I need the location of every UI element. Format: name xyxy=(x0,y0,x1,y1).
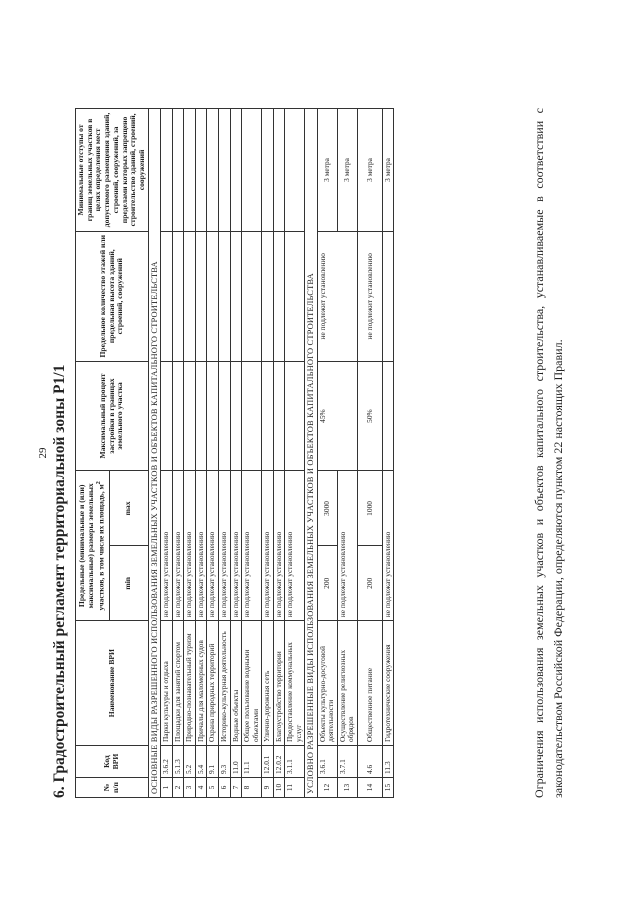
row-setback xyxy=(184,108,196,231)
row-size: не подлежат установлению xyxy=(273,470,285,620)
row-number: 10 xyxy=(273,777,285,797)
row-setback xyxy=(172,108,184,231)
row-setback xyxy=(285,108,305,231)
row-setback xyxy=(161,108,173,231)
header-code: Код ВРИ xyxy=(76,745,149,777)
row-floors xyxy=(218,231,230,361)
row-coverage: 45% xyxy=(317,361,357,471)
row-number: 4 xyxy=(195,777,207,797)
row-coverage xyxy=(218,361,230,471)
row-size: не подлежат установлению xyxy=(161,470,173,620)
row-name: Благоустройство территории xyxy=(273,620,285,745)
header-size-text: Предельные (минимальные и (или) максимальные) размеры земельных участков, в том числе их площадь, м xyxy=(77,482,106,611)
row-code: 5.1.3 xyxy=(172,745,184,777)
row-code: 12.0.2 xyxy=(273,745,285,777)
row-floors: не подлежит установлению xyxy=(317,231,357,361)
row-coverage xyxy=(172,361,184,471)
row-size: не подлежат установлению xyxy=(285,470,305,620)
row-floors xyxy=(285,231,305,361)
row-size: не подлежат установлению xyxy=(242,470,262,620)
section-main-row xyxy=(148,108,161,797)
row-code: 9.3 xyxy=(218,745,230,777)
header-setback: Минимальные отступы от границ земельных участков в целях определения мест допустимого размещения зданий, строений, сооружений, за пределами которых запрещено строительство зданий, строений, сооружений xyxy=(76,108,149,231)
row-coverage xyxy=(285,361,305,471)
page-title: 6. Градостроительный регламент территориальной зоны Р1/1 xyxy=(51,364,68,798)
row-name: Предоставление коммунальных услуг xyxy=(285,620,305,745)
row-setback xyxy=(230,108,242,231)
row-code: 5.4 xyxy=(195,745,207,777)
row-size: не подлежат установлению xyxy=(207,470,219,620)
section-main: ОСНОВНЫЕ ВИДЫ РАЗРЕШЕННОГО ИСПОЛЬЗОВАНИЯ ЗЕМЕЛЬНЫХ УЧАСТКОВ И ОБЪЕКТОВ КАПИТАЛЬНОГО СТРОИТЕЛЬСТВА xyxy=(148,108,161,797)
row-size: не подлежат установлению xyxy=(218,470,230,620)
row-code: 11.3 xyxy=(382,745,394,777)
row-number: 8 xyxy=(242,777,262,797)
table-row xyxy=(273,108,285,797)
row-size: не подлежат установлению xyxy=(382,470,394,620)
row-code: 3.6.2 xyxy=(161,745,173,777)
row-size: не подлежат установлению xyxy=(195,470,207,620)
row-number: 5 xyxy=(207,777,219,797)
header-size-group xyxy=(76,470,110,620)
row-number: 15 xyxy=(382,777,394,797)
row-setback: 3 метра xyxy=(382,108,394,231)
regulation-table xyxy=(75,108,394,798)
row-number: 13 xyxy=(337,777,357,797)
row-setback xyxy=(207,108,219,231)
header-max: max xyxy=(109,470,148,545)
footnote-paragraph: Ограничения использования земельных участков и объектов капитального строительства, устанавливаемые в соответствии с законодательством Российской Федерации, определяются пунктом 22 настоящих Правил. xyxy=(532,107,565,798)
table-row xyxy=(218,108,230,797)
row-number: 14 xyxy=(357,777,382,797)
row-number: 6 xyxy=(218,777,230,797)
row-coverage: 50% xyxy=(357,361,382,471)
row-number: 1 xyxy=(161,777,173,797)
row-setback xyxy=(262,108,274,231)
row-setback xyxy=(218,108,230,231)
row-setback: 3 метра xyxy=(337,108,357,231)
table-row xyxy=(195,108,207,797)
table-row xyxy=(262,108,274,797)
row-number: 12 xyxy=(317,777,337,797)
rotated-page xyxy=(35,38,605,868)
row-coverage xyxy=(184,361,196,471)
row-min: 200 xyxy=(357,545,382,620)
row-name: Осуществление религиозных обрядов xyxy=(337,620,357,745)
page-number: 29 xyxy=(37,447,49,458)
row-coverage xyxy=(382,361,394,471)
row-name: Общественное питание xyxy=(357,620,382,745)
header-coverage: Максимальный процент застройки в границах земельного участка xyxy=(76,361,149,471)
row-setback: 3 метра xyxy=(317,108,337,231)
row-name: Водные объекты xyxy=(230,620,242,745)
row-code: 5.2 xyxy=(184,745,196,777)
row-code: 3.7.1 xyxy=(337,745,357,777)
row-floors: не подлежит установлению xyxy=(357,231,382,361)
row-coverage xyxy=(242,361,262,471)
row-size: не подлежат установлению xyxy=(184,470,196,620)
row-code: 11.1 xyxy=(242,745,262,777)
row-size: не подлежат установлению xyxy=(230,470,242,620)
row-number: 9 xyxy=(262,777,274,797)
row-floors xyxy=(172,231,184,361)
row-floors xyxy=(382,231,394,361)
row-name: Объекты культурно-досуговой деятельности xyxy=(317,620,337,745)
row-coverage xyxy=(161,361,173,471)
row-max: 1000 xyxy=(357,470,382,545)
row-number: 3 xyxy=(184,777,196,797)
row-coverage xyxy=(262,361,274,471)
row-coverage xyxy=(230,361,242,471)
table-row xyxy=(242,108,262,797)
table-row xyxy=(317,108,337,797)
row-coverage xyxy=(195,361,207,471)
row-coverage xyxy=(207,361,219,471)
row-size: не подлежат установлению xyxy=(172,470,184,620)
row-name: Охрана природных территорий xyxy=(207,620,219,745)
row-name: Гидротехнические сооружения xyxy=(382,620,394,745)
row-setback xyxy=(242,108,262,231)
row-floors xyxy=(195,231,207,361)
table-row xyxy=(382,108,394,797)
table-row xyxy=(207,108,219,797)
row-size: не подлежат установлению xyxy=(262,470,274,620)
row-name: Парки культуры и отдыха xyxy=(161,620,173,745)
row-name: Причалы для маломерных судов xyxy=(195,620,207,745)
row-size: не подлежат установлению xyxy=(337,470,357,620)
row-number: 2 xyxy=(172,777,184,797)
header-floors: Предельное количество этажей или предельная высота зданий, строений, сооружений xyxy=(76,231,149,361)
row-name: Улично-дорожная сеть xyxy=(262,620,274,745)
row-code: 3.1.1 xyxy=(285,745,305,777)
section-conditional-row xyxy=(305,108,318,797)
row-setback xyxy=(273,108,285,231)
row-floors xyxy=(184,231,196,361)
header-row xyxy=(76,108,110,797)
row-code: 12.0.1 xyxy=(262,745,274,777)
table-row xyxy=(161,108,173,797)
row-name: Историко-культурная деятельность xyxy=(218,620,230,745)
table-row xyxy=(285,108,305,797)
row-max: 3000 xyxy=(317,470,337,545)
row-floors xyxy=(242,231,262,361)
row-name: Природно-познавательный туризм xyxy=(184,620,196,745)
header-min: min xyxy=(109,545,148,620)
row-code: 9.1 xyxy=(207,745,219,777)
row-number: 7 xyxy=(230,777,242,797)
row-number: 11 xyxy=(285,777,305,797)
row-code: 4.6 xyxy=(357,745,382,777)
row-name: Общее пользование водными объектами xyxy=(242,620,262,745)
row-floors xyxy=(262,231,274,361)
table-row xyxy=(230,108,242,797)
row-floors xyxy=(207,231,219,361)
row-setback: 3 метра xyxy=(357,108,382,231)
row-floors xyxy=(273,231,285,361)
table-row xyxy=(172,108,184,797)
row-coverage xyxy=(273,361,285,471)
table-row xyxy=(184,108,196,797)
row-floors xyxy=(161,231,173,361)
row-name: Площадки для занятий спортом xyxy=(172,620,184,745)
row-code: 3.6.1 xyxy=(317,745,337,777)
row-code: 11.0 xyxy=(230,745,242,777)
row-min: 200 xyxy=(317,545,337,620)
row-setback xyxy=(195,108,207,231)
header-name: Наименование ВРИ xyxy=(76,620,149,745)
header-size-unit: 2 xyxy=(95,480,103,484)
row-floors xyxy=(230,231,242,361)
header-num: № п/п xyxy=(76,777,149,797)
section-conditional: УСЛОВНО РАЗРЕШЕННЫЕ ВИДЫ ИСПОЛЬЗОВАНИЯ ЗЕМЕЛЬНЫХ УЧАСТКОВ И ОБЪЕКТОВ КАПИТАЛЬНОГО СТРОИТЕЛЬСТВА xyxy=(305,108,318,797)
table-row xyxy=(357,108,382,797)
